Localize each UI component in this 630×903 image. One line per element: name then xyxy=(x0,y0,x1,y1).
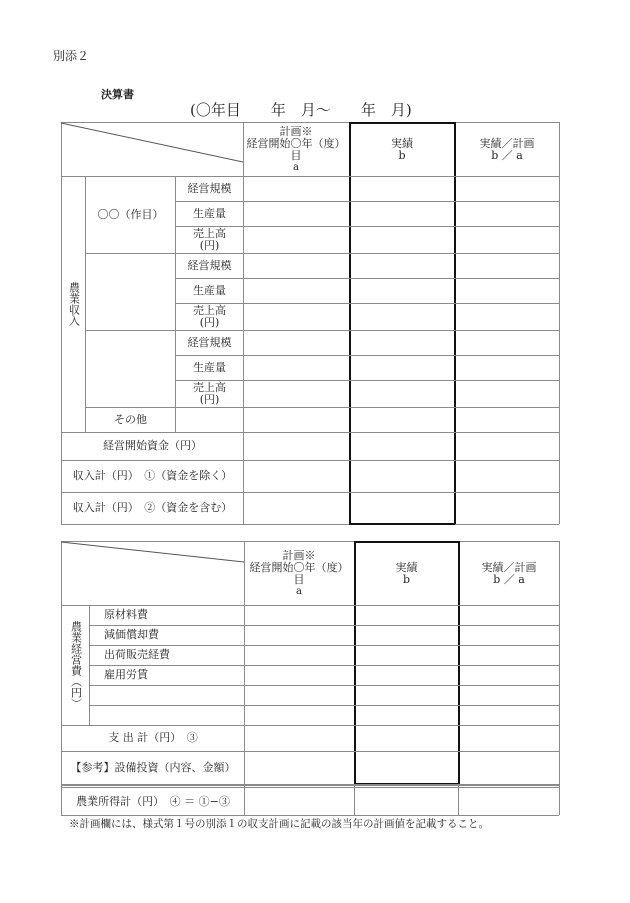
income-total-1-label: 収入計（円） ①（資金を除く） xyxy=(72,469,233,482)
crop1-production-label: 生産量 xyxy=(193,206,226,220)
actual-header-line: b xyxy=(398,148,406,162)
crop3-scale-label: 経営規模 xyxy=(187,335,232,349)
crop3-production-label: 生産量 xyxy=(193,360,226,374)
expense-item-blank-1[interactable] xyxy=(90,685,244,705)
header-diagonal-line xyxy=(61,122,243,176)
expense-item-blank-2[interactable] xyxy=(90,705,244,725)
actual-header-line: 実績 xyxy=(391,136,413,150)
document-title: 決算書 xyxy=(101,88,134,101)
crop-name-1: 〇〇（作目） xyxy=(97,207,164,221)
crop1-sales-label xyxy=(176,226,243,253)
expense-total-label: 支 出 計（円） ③ xyxy=(108,731,198,744)
actual-entry-column[interactable] xyxy=(356,606,458,815)
expense-item-shipping-sales: 出荷販売経費 xyxy=(104,648,170,661)
plan-header-line: 目 xyxy=(293,572,305,586)
crop-name-3 xyxy=(86,330,175,407)
actual-header-line: 実績 xyxy=(395,560,418,574)
ratio-entry-column[interactable] xyxy=(456,177,559,524)
expense-item-raw-materials: 原材料費 xyxy=(104,608,148,621)
capex-reference-label: 【参考】設備投資（内容、金額） xyxy=(70,760,236,774)
ratio-column-header xyxy=(455,123,559,176)
crop-name-2 xyxy=(86,253,175,330)
ratio-column-header xyxy=(459,542,559,605)
footnote: ※計画欄には、様式第１号の別添１の収支計画に記載の該当年の計画値を記載すること。 xyxy=(69,818,489,830)
plan-column-header xyxy=(243,123,349,176)
actual-entry-column[interactable] xyxy=(351,177,454,524)
sales-label-text: 売上高 xyxy=(193,226,226,240)
crop3-sales-label xyxy=(176,380,243,407)
farm-expense-label-text: 農業経営費（円） xyxy=(69,621,83,709)
sales-label-text: 売上高 xyxy=(193,380,226,394)
sales-unit-text: (円) xyxy=(199,392,220,406)
startup-funds-label: 経営開始資金（円） xyxy=(103,439,202,452)
plan-entry-column[interactable] xyxy=(244,177,349,524)
header-diagonal-line xyxy=(61,541,244,605)
ratio-header-line: 実績／計画 xyxy=(479,136,535,150)
plan-column-header xyxy=(244,542,354,605)
sales-label-text: 売上高 xyxy=(193,303,226,317)
farm-income-label-text: 農業収入 xyxy=(67,282,81,326)
actual-header-line: b xyxy=(402,572,411,586)
ratio-header-line: b ／ a xyxy=(491,148,523,162)
sales-unit-text: (円) xyxy=(199,238,220,252)
plan-header-line: 計画※ xyxy=(279,124,313,138)
crop2-scale-label: 経営規模 xyxy=(187,258,232,272)
plan-entry-column[interactable] xyxy=(245,606,354,815)
period-line: (〇年目 年 月～ 年 月) xyxy=(190,101,412,119)
plan-header-line: 経営開始〇年（度） xyxy=(246,136,346,150)
other-income-label: その他 xyxy=(114,412,147,426)
plan-header-line: 計画※ xyxy=(282,548,316,562)
actual-column-header xyxy=(350,123,454,176)
ratio-entry-column[interactable] xyxy=(460,606,559,815)
ratio-header-line: 実績／計画 xyxy=(481,560,537,574)
plan-header-line: a xyxy=(296,585,302,597)
sales-unit-text: (円) xyxy=(199,315,220,329)
crop1-scale-label: 経営規模 xyxy=(187,181,232,195)
expense-item-labor: 雇用労賃 xyxy=(104,668,148,681)
plan-header-line: 経営開始〇年（度） xyxy=(249,560,349,574)
ratio-header-line: b ／ a xyxy=(493,572,525,586)
crop2-production-label: 生産量 xyxy=(193,283,226,297)
expense-item-depreciation: 減価償却費 xyxy=(104,628,159,641)
crop2-sales-label xyxy=(176,303,243,330)
plan-header-line: a xyxy=(293,161,299,173)
farm-income-total-label: 農業所得計（円） ④ ＝ ①−③ xyxy=(76,794,230,808)
farm-income-group-label xyxy=(62,176,85,432)
income-total-2-label: 収入計（円） ②（資金を含む） xyxy=(72,501,233,514)
appendix-label: 別添２ xyxy=(53,49,90,63)
actual-column-header xyxy=(355,542,458,605)
plan-header-line: 目 xyxy=(290,148,302,162)
farm-expense-group-label xyxy=(62,605,89,725)
